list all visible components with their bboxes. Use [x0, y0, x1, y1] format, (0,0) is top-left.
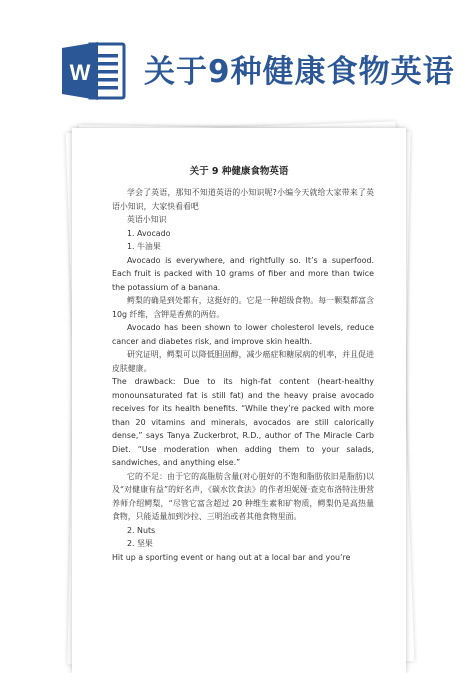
paragraph-chinese: 鳄梨的确是到处都有，这挺好的。它是一种超级食物。每一颗梨都富含 10g 纤维，含钾是香蕉的两倍。	[112, 296, 374, 319]
paragraph-item: 2. Nuts	[127, 525, 156, 535]
paragraph-english: Hit up a sporting event or hang out at a local bar and you’re	[112, 552, 351, 562]
paragraph-chinese: 研究证明，鳄梨可以降低胆固醇，减少癌症和糖尿病的机率，并且促进皮肤健康。	[112, 350, 374, 373]
banner	[0, 0, 474, 110]
banner-title: 关于9种健康食物英语	[144, 54, 455, 90]
paragraph-intro: 学会了英语，那知不知道英语的小知识呢?小编今天就给大家带来了英语小知识，大家快看看吧	[112, 188, 374, 211]
word-logo-letter: W	[69, 60, 91, 85]
word-icon	[60, 40, 126, 102]
document-title: 关于 9 种健康食物英语	[189, 166, 289, 177]
document-body	[112, 186, 374, 564]
paragraph-english: The drawback: Due to its high-fat content (heart-healthy monounsaturated fat is still fat) and the heavy praise avocado receives for its health benefits. “While they’re packed with more than 20 vitamins and minerals, avocados are still calorically dense,” says Tanya Zuckerbrot, R.D., author of The Miracle Carb Diet. “Use moderation when adding them to your salads, sandwiches, and anything else.”	[112, 377, 374, 467]
paragraph-english: Avocado is everywhere, and rightfully so. It’s a superfood. Each fruit is packed with 10 grams of fiber and more than twice the potassium of a banana.	[112, 255, 374, 292]
paragraph-chinese: 它的不足：由于它的高脂肪含量(对心脏好的不饱和脂肪依旧是脂肪)以及“对健康有益”的好名声，《碳水饮食法》的作者坦妮娅·查克布洛特注册营养师介绍鳄梨，“尽管它富含超过 20 种维生素和矿物质，鳄梨仍是高热量食物，只能适量加到沙拉、三明治或者其他食物里面。	[112, 471, 374, 521]
document-page	[72, 128, 406, 673]
paragraph-heading: 英语小知识	[127, 215, 167, 224]
paragraph-item: 1. Avocado	[127, 228, 171, 238]
paragraph-english: Avocado has been shown to lower cholesterol levels, reduce cancer and diabetes risk, and improve skin health.	[112, 323, 374, 346]
paragraph-item: 1. 牛油果	[127, 242, 161, 251]
paragraph-item: 2. 坚果	[127, 539, 153, 548]
